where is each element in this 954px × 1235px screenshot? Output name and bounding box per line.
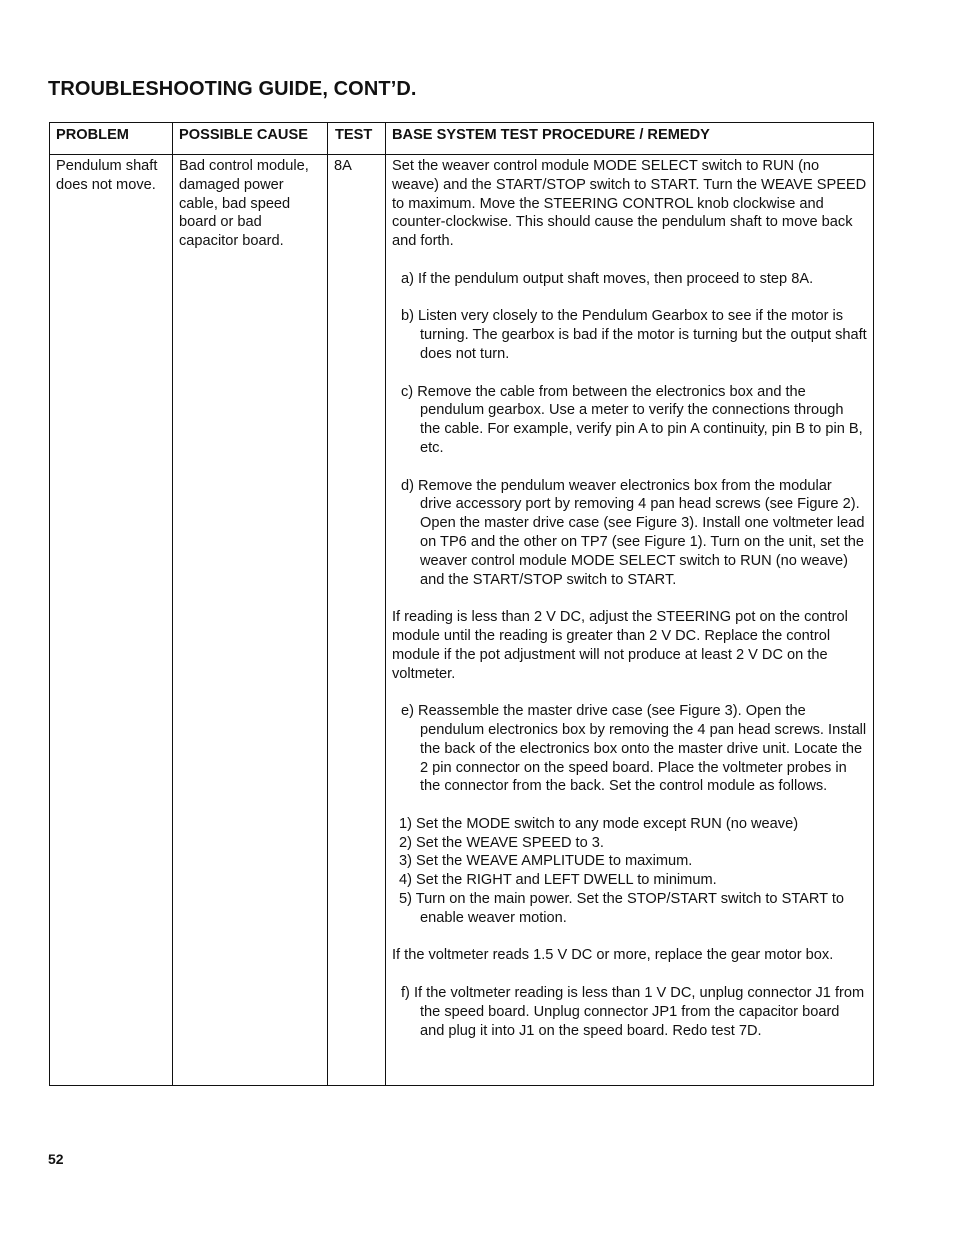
voltmeter-note: If the voltmeter reads 1.5 V DC or more, replace the gear motor box. — [392, 947, 834, 964]
remedy-step-e: e) Reassemble the master drive case (see Figure 3). Open the pendulum electronics box by removing the 4 pan head screws. Install the back of the electronics box onto the master drive unit. Locate the 2 pin connector on the speed board. Place the voltmeter probes in the connector from the back. Set the control module as follows. — [401, 703, 867, 795]
remedy-step-d: d) Remove the pendulum weaver electronics box from the modular drive accessory port by removing 4 pan head screws (see Figure 2). Open the master drive case (see Figure 3). Install one voltmeter lead on TP6 and the other on TP7 (see Figure 1). Turn on the unit, set the weaver control module MODE SELECT switch to RUN (no weave) and the START/STOP switch to START. — [401, 477, 865, 588]
cause-cell: Bad control module, damaged power cable, bad speed board or bad capacitor board. — [173, 155, 328, 1086]
page-number: 52 — [48, 1151, 64, 1167]
list-item: 1) Set the MODE switch to any mode except RUN (no weave) — [399, 815, 799, 832]
remedy-step-a: a) If the pendulum output shaft moves, then proceed to step 8A. — [401, 270, 814, 287]
reading-note: If reading is less than 2 V DC, adjust the STEERING pot on the control module until the reading is greater than 2 V DC. Replace the control module if the pot adjustment will not produce at least 2 V DC on the voltmeter. — [392, 609, 848, 682]
remedy-intro: Set the weaver control module MODE SELECT switch to RUN (no weave) and the START/STOP switch to START. Turn the WEAVE SPEED to maximum. Move the STEERING CONTROL knob clockwise and counter-clockwise. This should cause the pendulum shaft to move back and forth. — [392, 158, 867, 250]
troubleshooting-table — [49, 122, 874, 1086]
remedy-step-f: f) If the voltmeter reading is less than 1 V DC, unplug connector J1 from the speed board. Unplug connector JP1 from the capacitor board and plug it into J1 on the speed board. Redo test 7D. — [401, 985, 865, 1039]
table-row — [50, 155, 874, 1086]
remedy-step-c: c) Remove the cable from between the electronics box and the pendulum gearbox. Use a meter to verify the connections through the cable. For example, verify pin A to pin A continuity, pin B to pin B, etc. — [401, 383, 863, 456]
page-title: TROUBLESHOOTING GUIDE, CONT’D. — [48, 78, 417, 100]
list-item: 4) Set the RIGHT and LEFT DWELL to minimum. — [399, 872, 717, 889]
control-module-settings-list — [392, 815, 867, 928]
list-item: 5) Turn on the main power. Set the STOP/START switch to START to enable weaver motion. — [399, 891, 845, 926]
test-cell: 8A — [328, 155, 386, 1086]
remedy-cell — [386, 155, 874, 1086]
header-remedy: BASE SYSTEM TEST PROCEDURE / REMEDY — [386, 123, 874, 155]
remedy-step-b: b) Listen very closely to the Pendulum Gearbox to see if the motor is turning. The gearbox is bad if the motor is turning but the output shaft does not turn. — [401, 308, 867, 362]
list-item: 2) Set the WEAVE SPEED to 3. — [399, 834, 604, 851]
header-test: TEST — [328, 123, 386, 155]
table-header-row — [50, 123, 874, 155]
header-possible-cause: POSSIBLE CAUSE — [173, 123, 328, 155]
problem-cell: Pendulum shaft does not move. — [50, 155, 173, 1086]
header-problem: PROBLEM — [50, 123, 173, 155]
list-item: 3) Set the WEAVE AMPLITUDE to maximum. — [399, 853, 693, 870]
